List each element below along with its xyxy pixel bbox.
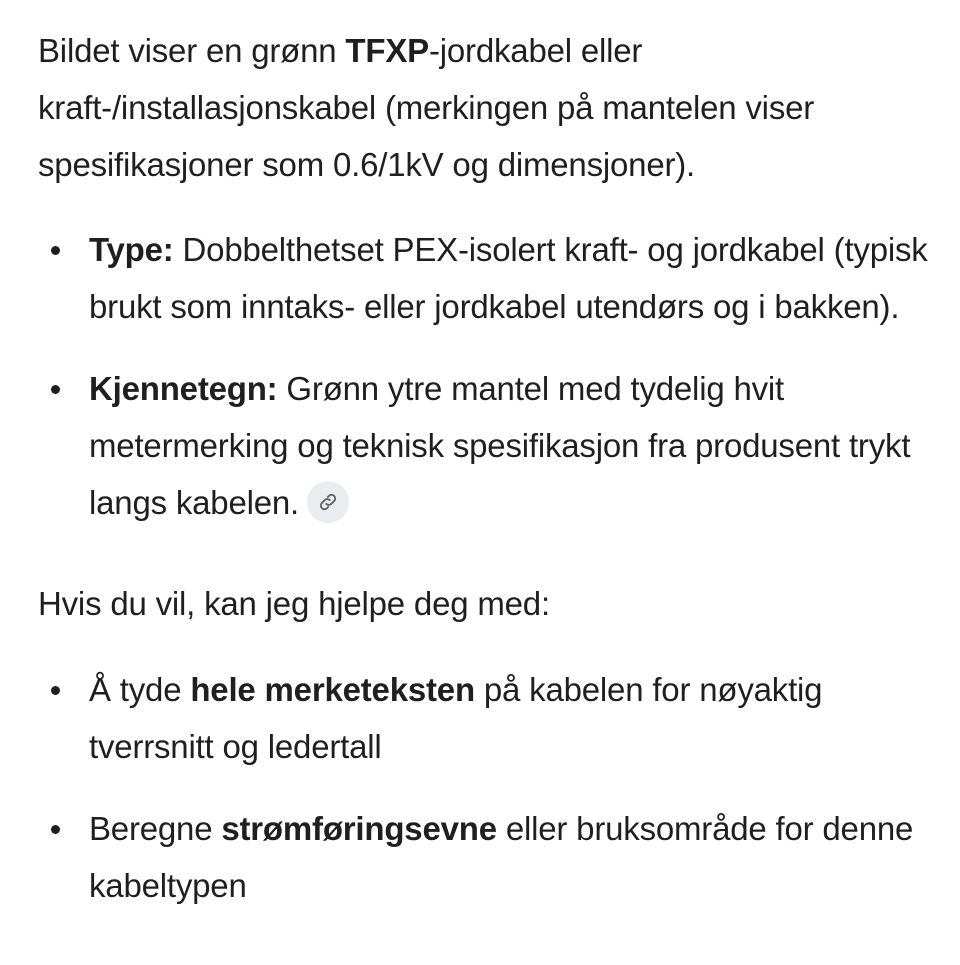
- list-item-features: [38, 360, 928, 531]
- offer-2-before: Beregne: [89, 810, 222, 847]
- intro-paragraph: [38, 22, 928, 193]
- list-item-offer-marking: [38, 661, 928, 775]
- offer-2-bold: strømføringsevne: [221, 810, 497, 847]
- intro-text-after: -jordkabel eller kraft-/installasjonskabel (merkingen på mantelen viser spesifikasjoner som 0.6/1kV og dimensjoner).: [38, 32, 815, 183]
- intro-text-before: Bildet viser en grønn: [38, 32, 346, 69]
- list-item-offer-capacity: [38, 800, 928, 914]
- offer-1-before: Å tyde: [89, 671, 191, 708]
- type-text: Dobbelthetset PEX-isolert kraft- og jordkabel (typisk brukt som inntaks- eller jordkabel utendørs og i bakken).: [89, 231, 928, 325]
- features-label: Kjennetegn:: [89, 370, 278, 407]
- details-list: [38, 221, 928, 531]
- features-text: Grønn ytre mantel med tydelig hvit metermerking og teknisk spesifikasjon fra produsent trykt langs kabelen.: [89, 370, 911, 521]
- type-label: Type:: [89, 231, 174, 268]
- offers-list: [38, 661, 928, 914]
- offer-intro: Hvis du vil, kan jeg hjelpe deg med:: [38, 585, 550, 622]
- list-item-type: [38, 221, 928, 335]
- offer-2-after: eller bruksområde for denne kabeltypen: [89, 810, 914, 904]
- link-icon: [317, 491, 339, 513]
- offer-1-after: på kabelen for nøyaktig tverrsnitt og ledertall: [89, 671, 823, 765]
- source-link-button[interactable]: [307, 481, 349, 523]
- cable-type-bold: TFXP: [345, 32, 429, 69]
- offer-1-bold: hele merketeksten: [190, 671, 475, 708]
